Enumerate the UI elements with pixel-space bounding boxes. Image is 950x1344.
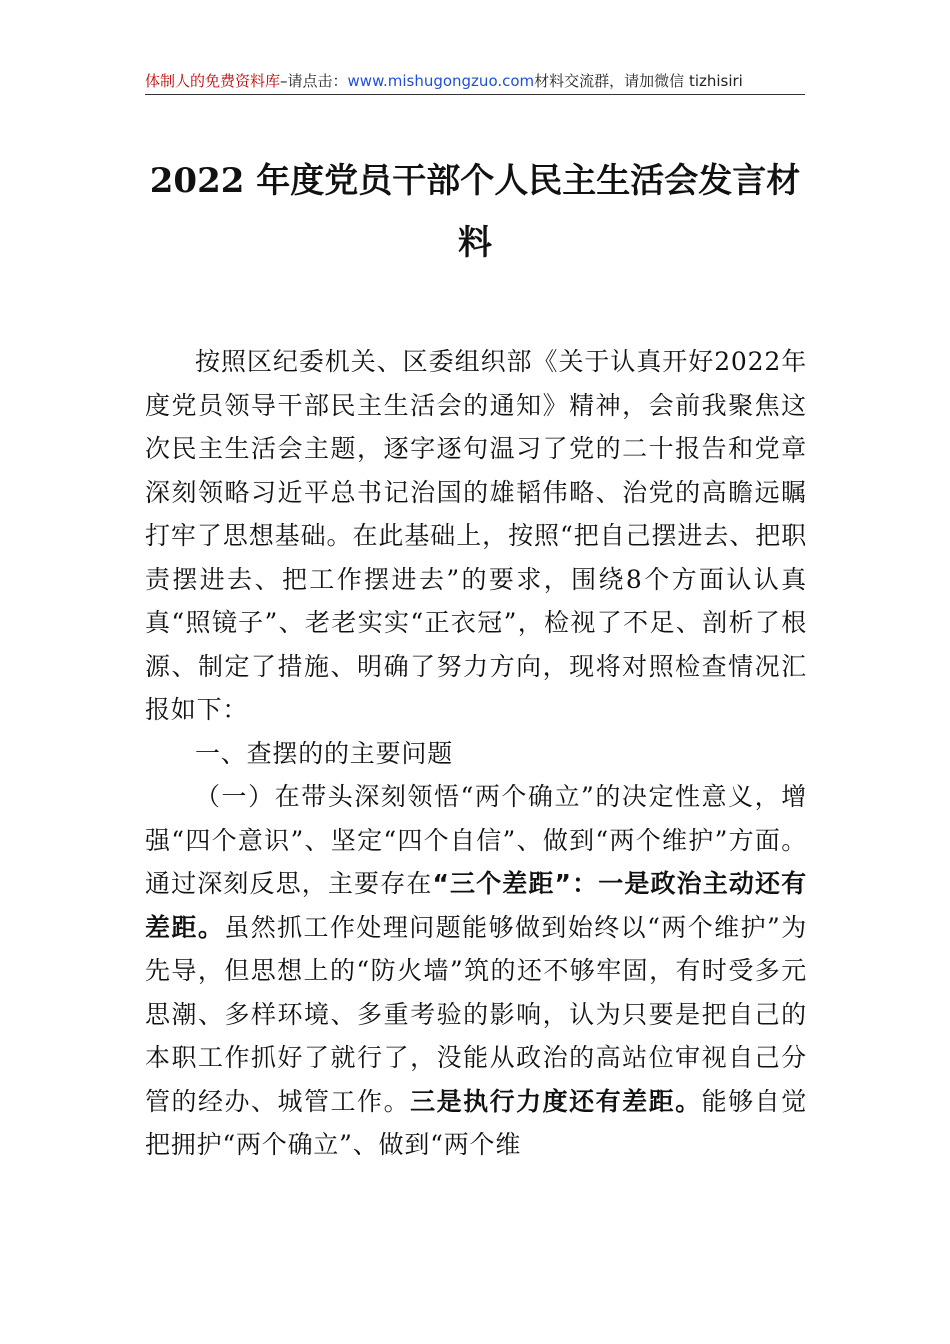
paragraph-text-b: 虽然抓工作处理问题能够做到始终以“两个维护”为先导，但思想上的“防火墙”筑的还不够牢固，有时受多元思潮、多样环境、多重考验的影响，认为只要是把自己的本职工作抓好了就行了，没能从政治的高站位审视自己分管的经办、城管工作。 xyxy=(145,912,807,1116)
header-url-link[interactable]: www.mishugongzuo.com xyxy=(347,72,535,90)
section-heading: 一、查摆的的主要问题 xyxy=(195,738,454,768)
document-body xyxy=(145,340,807,1167)
intro-paragraph: 按照区纪委机关、区委组织部《关于认真开好2022年度党员领导干部民主生活会的通知》精神，会前我聚焦这次民主生活会主题，逐字逐句温习了党的二十报告和党章深刻领略习近平总书记治国的雄韬伟略、治党的高瞻远瞩打牢了思想基础。在此基础上，按照“把自己摆进去、把职责摆进去、把工作摆进去”的要求，围绕8个方面认认真真“照镜子”、老老实实“正衣冠”，检视了不足、剖析了根源、制定了措施、明确了努力方向，现将对照检查情况汇报如下： xyxy=(145,347,807,724)
paragraph-bold-a: “三个差距”：一是政治主动还有差距。 xyxy=(145,869,807,942)
section-paragraph xyxy=(145,775,807,1167)
header-brand: 体制人的免费资料库 xyxy=(145,72,281,90)
paragraph-text-a: （一）在带头深刻领悟“两个确立”的决定性意义，增强“四个意识”、坚定“四个自信”、做到“两个维护”方面。通过深刻反思，主要存在 xyxy=(145,782,807,898)
paragraph-bold-b: 三是执行力度还有差距。 xyxy=(410,1086,702,1116)
paragraph-text-c: 能够自觉把拥护“两个确立”、做到“两个维 xyxy=(145,1086,807,1159)
page-header xyxy=(145,70,805,92)
header-prompt: –请点击： xyxy=(280,72,348,90)
header-suffix: 材料交流群，请加微信 tizhisiri xyxy=(534,72,743,90)
document-title: 2022 年度党员干部个人民主生活会发言材料 xyxy=(149,161,801,263)
header-divider xyxy=(145,94,805,95)
